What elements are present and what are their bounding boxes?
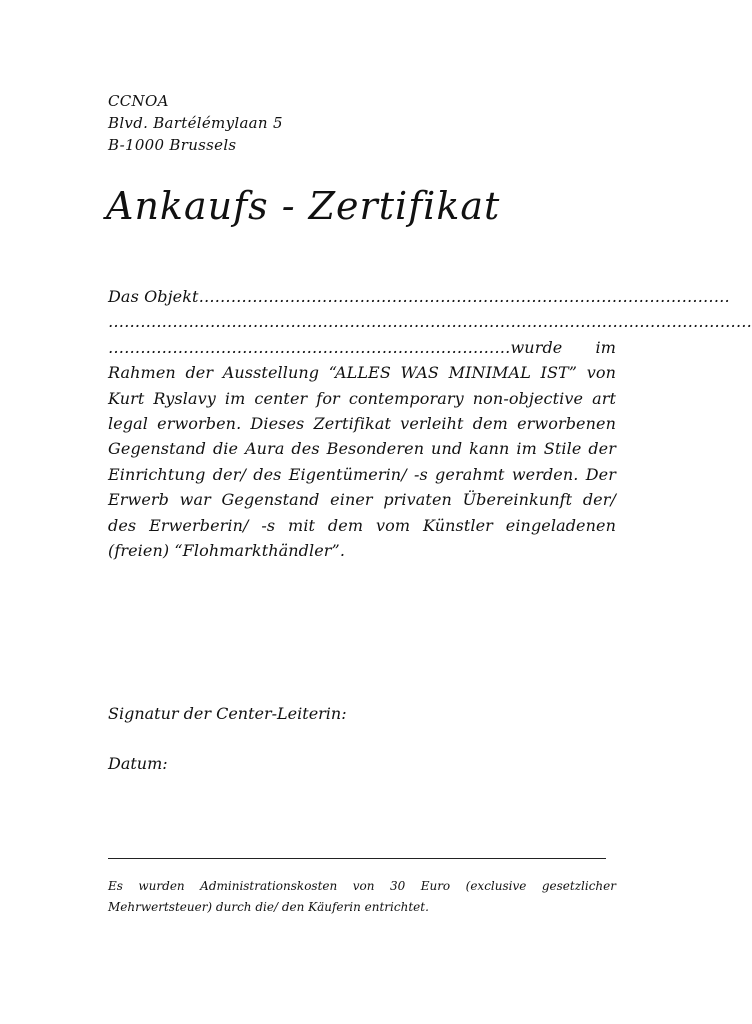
address-street: Blvd. Bartélémylaan 5 <box>108 114 283 132</box>
date-label: Datum: <box>108 754 168 773</box>
object-line-2: ………………………………………………………………………………………………………… <box>108 312 752 332</box>
footnote-divider <box>108 858 606 859</box>
certificate-body <box>108 284 752 563</box>
footnote: Es wurden Administrationskosten von 30 Euro (exclusive gesetzlicher Mehrwertsteuer) durch die/ den Käuferin entrichtet. <box>108 879 616 914</box>
document-title: Ankaufs - Zertifikat <box>106 184 501 228</box>
signature-label: Signatur der Center-Leiterin: <box>108 704 347 723</box>
sender-address <box>108 90 283 156</box>
certificate-paragraph: wurde im Rahmen der Ausstellung “ALLES WAS MINIMAL IST” von Kurt Ryslavy im center for contemporary non-objective art legal erworben. Dieses Zertifikat verleiht dem erworbenen Gegenstand die Aura des Besonderen und kann im Stile der Einrichtung der/ des Eigentümerin/ -s gerahmt werden. Der Erwerb war Gegenstand einer privaten Übereinkunft der/ des Erwerberin/ -s mit dem vom Künstler eingeladenen (freien) “Flohmarkthändler”. <box>108 337 616 561</box>
object-line-3-dots: ………………………………………………………………… <box>108 337 511 357</box>
address-city: B-1000 Brussels <box>108 136 237 154</box>
object-line-1: Das Objekt……………………………………………………………………………………… <box>108 287 730 306</box>
address-organization: CCNOA <box>108 92 169 110</box>
